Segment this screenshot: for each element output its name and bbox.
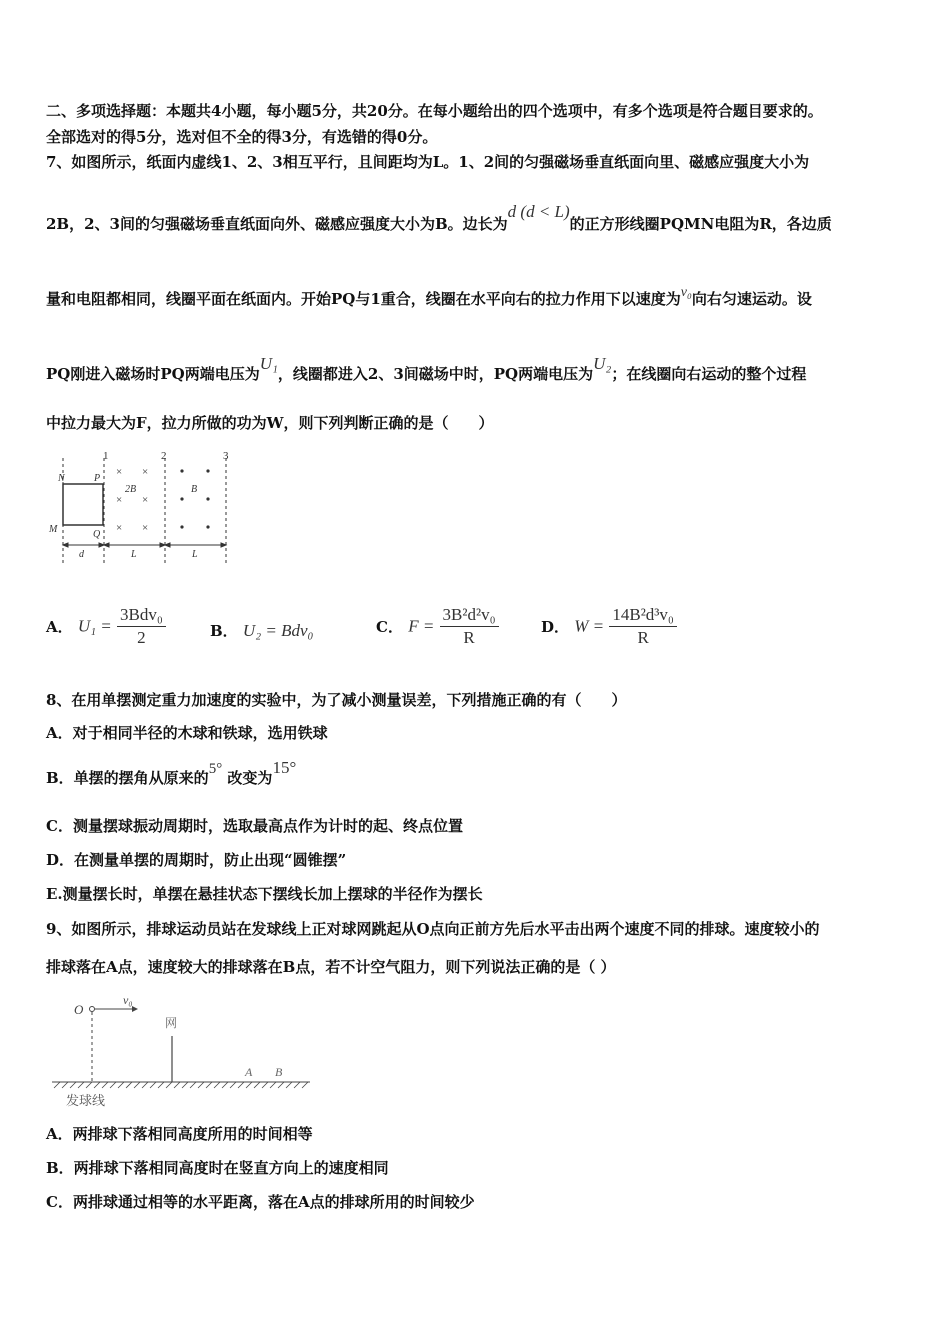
q8-option-d: D．在测量单摆的周期时，防止出现“圆锥摆” [46,851,347,869]
q7-option-d-fraction [609,604,676,649]
q7-option-d-num: 14B²d³v₀ [609,604,676,627]
q8-stem: 8、在用单摆测定重力加速度的实验中，为了减小测量误差，下列措施正确的有（ ） [46,691,627,709]
serve-line-label: 发球线 [66,1093,106,1108]
q7-line2 [46,202,832,234]
dimension-arrows [63,543,226,547]
field-label-2b: 2B [125,484,137,495]
q7-option-c [376,604,499,649]
q8-option-b [46,758,297,789]
svg-text:×: × [116,466,123,478]
q7-option-b-expr: U₂ = Bdv₀ [242,621,314,640]
svg-text:×: × [142,466,149,478]
q7-option-c-num: 3B²d²v₀ [440,604,499,627]
q7-option-d-den: R [637,628,649,647]
corner-label-p: P [94,473,101,484]
q7-d-condition: d (d < L) [507,202,570,221]
velocity-arrowhead [132,1006,138,1012]
svg-text:×: × [142,494,149,506]
field-label-b: B [191,484,198,495]
point-a-label: A [245,1065,253,1079]
q9-option-a: A．两排球下落相同高度所用的时间相等 [46,1125,313,1143]
q7-option-a-den: 2 [137,628,146,647]
q7-option-a [46,604,166,649]
ground-hatching [54,1082,308,1088]
q8-option-a: A．对于相同半径的木球和铁球，选用铁球 [46,724,328,742]
q7-v0: v₀ [680,285,692,300]
q7-option-d-letter: D． [541,618,570,636]
q7-option-c-fraction [440,604,499,649]
svg-text:×: × [116,494,123,506]
q8-option-b-text1: B．单摆的摆角从原来的 [46,769,209,787]
q7-option-c-lhs: F = [408,616,435,636]
q8-option-c: C．测量摆球振动周期时，选取最高点作为计时的起、终点位置 [46,817,463,835]
q7-u1: U₁ [259,354,278,373]
q7-option-c-letter: C． [376,618,403,636]
q7-figure [46,448,241,570]
net-label: 网 [165,1016,178,1030]
line-label-1: 1 [103,450,109,462]
point-o [90,1007,95,1012]
q7-line4b: ，线圈都进入2、3间磁场中时，PQ两端电压为 [277,365,594,383]
q7-line2a: 2B，2、3间的匀强磁场垂直纸面向外、磁感应强度大小为B。边长为 [46,215,508,233]
q7-option-b-letter: B． [210,622,238,640]
q9-option-c: C．两排球通过相等的水平距离，落在A点的排球所用的时间较少 [46,1193,475,1211]
q7-option-a-letter: A． [46,618,73,636]
q8-option-b-text2: 改变为 [227,769,273,787]
q7-option-a-num: 3Bdv₀ [117,604,166,627]
q7-line3 [46,285,812,311]
q8-option-e: E.测量摆长时，单摆在悬挂状态下摆线长加上摆球的半径作为摆长 [46,885,483,903]
point-b-label: B [275,1065,283,1079]
q9-line2: 排球落在A点，速度较大的排球落在B点，若不计空气阻力，则下列说法正确的是（ ） [46,958,616,976]
line-label-2: 2 [161,450,167,462]
q7-u2: U₂ [593,354,612,373]
q7-option-b [210,620,313,641]
dim-label-l1: L [131,549,137,560]
section-header-line2: 全部选对的得5分，选对但不全的得3分，有选错的得0分。 [46,128,438,146]
q7-option-d [541,604,677,649]
q8-angle-15: 15° [272,758,297,777]
q7-line4a: PQ刚进入磁场时PQ两端电压为 [46,365,260,383]
section-header-line1: 二、多项选择题：本题共4小题，每小题5分，共20分。在每小题给出的四个选项中，有多个选项是符合题目要求的。 [46,102,823,120]
q7-line1: 7、如图所示，纸面内虚线1、2、3相互平行，且间距均为L。1、2间的匀强磁场垂直纸面向里、磁感应强度大小为 [46,153,810,171]
dim-label-d: d [79,549,84,560]
square-coil [63,484,103,525]
q7-option-a-lhs: U₁ = [77,616,112,636]
q7-line3b: 向右匀速运动。设 [691,290,812,308]
q8-angle-5: 5° [208,761,223,777]
q7-line4 [46,354,807,384]
field-out-marks [180,469,209,528]
svg-text:×: × [116,522,123,534]
q9-line1: 9、如图所示，排球运动员站在发球线上正对球网跳起从O点向正前方先后水平击出两个速度不同的排球。速度较小的 [46,920,820,938]
q7-option-a-fraction [117,604,166,649]
dim-label-l2: L [192,549,198,560]
field-in-marks [116,466,148,534]
corner-label-m: M [49,524,58,535]
line-label-3: 3 [223,450,229,462]
velocity-label: v₀ [123,993,133,1007]
q7-line5: 中拉力最大为F，拉力所做的功为W，则下列判断正确的是（ ） [46,414,494,432]
q7-line3a: 量和电阻都相同，线圈平面在纸面内。开始PQ与1重合，线圈在水平向右的拉力作用下以速度为 [46,290,681,308]
q7-line4c: ；在线圈向右运动的整个过程 [611,365,807,383]
q9-figure [48,992,316,1110]
svg-text:×: × [142,522,149,534]
q7-option-d-lhs: W = [574,616,605,636]
point-o-label: O [74,1002,84,1017]
corner-label-q: Q [93,529,101,540]
q7-line2b: 的正方形线圈PQMN电阻为R，各边质 [569,215,832,233]
q9-option-b: B．两排球下落相同高度时在竖直方向上的速度相同 [46,1159,389,1177]
q7-option-c-den: R [463,628,475,647]
corner-label-n: N [58,473,65,484]
